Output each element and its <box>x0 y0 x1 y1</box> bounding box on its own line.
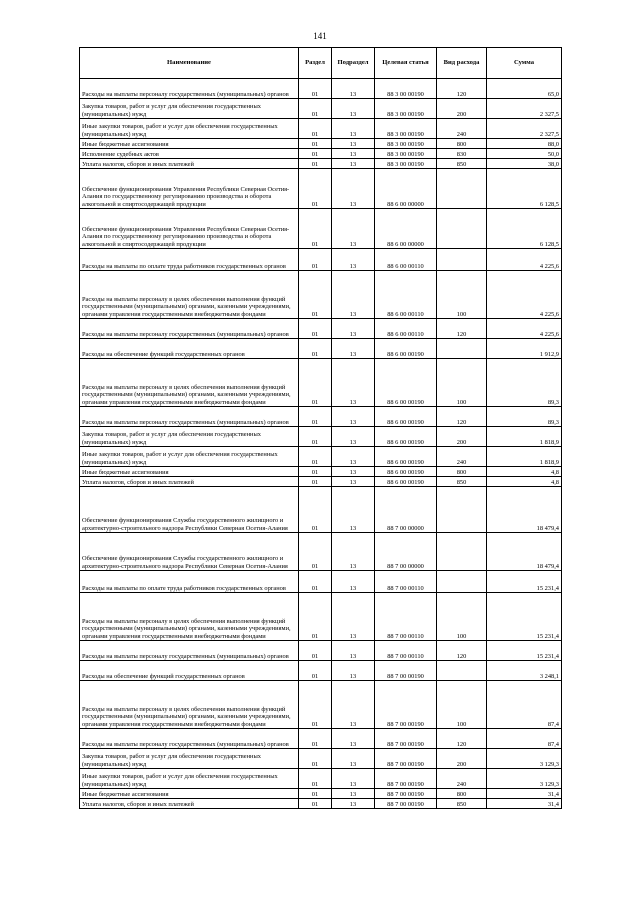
cell-podrazdel: 13 <box>332 249 375 271</box>
cell-podrazdel: 13 <box>332 661 375 681</box>
cell-name: Закупка товаров, работ и услуг для обеспечения государственных (муниципальных) нужд <box>80 427 299 447</box>
table-row <box>80 407 562 427</box>
cell-statya: 88 7 00 00190 <box>375 749 437 769</box>
cell-vid: 850 <box>437 477 487 487</box>
cell-name: Иные бюджетные ассигнования <box>80 467 299 477</box>
cell-vid: 240 <box>437 119 487 139</box>
header-summa: Сумма <box>487 48 562 79</box>
cell-name: Расходы на выплаты персоналу в целях обеспечения выполнения функций государственными (муниципальными) органами, казенными учреждениями, органами управления государственными внебюджетными фондами <box>80 593 299 641</box>
cell-summa: 3 129,3 <box>487 749 562 769</box>
header-podrazdel: Подраздел <box>332 48 375 79</box>
cell-podrazdel: 13 <box>332 467 375 477</box>
cell-statya: 88 7 00 00190 <box>375 729 437 749</box>
cell-summa: 1 818,9 <box>487 447 562 467</box>
table-row <box>80 119 562 139</box>
cell-statya: 88 7 00 00000 <box>375 533 437 571</box>
cell-podrazdel: 13 <box>332 159 375 169</box>
cell-vid: 200 <box>437 749 487 769</box>
cell-statya: 88 7 00 00190 <box>375 789 437 799</box>
cell-summa: 89,3 <box>487 359 562 407</box>
table-row <box>80 799 562 809</box>
cell-vid <box>437 487 487 533</box>
cell-razdel: 01 <box>299 119 332 139</box>
cell-statya: 88 6 00 00190 <box>375 477 437 487</box>
cell-name: Исполнение судебных актов <box>80 149 299 159</box>
cell-statya: 88 6 00 00110 <box>375 271 437 319</box>
cell-podrazdel: 13 <box>332 729 375 749</box>
cell-vid: 800 <box>437 467 487 477</box>
cell-summa: 88,0 <box>487 139 562 149</box>
cell-statya: 88 6 00 00000 <box>375 209 437 249</box>
table-row <box>80 209 562 249</box>
cell-razdel: 01 <box>299 571 332 593</box>
cell-name: Расходы на выплаты персоналу государственных (муниципальных) органов <box>80 641 299 661</box>
cell-razdel: 01 <box>299 149 332 159</box>
cell-razdel: 01 <box>299 447 332 467</box>
cell-summa: 4,8 <box>487 467 562 477</box>
table-row <box>80 533 562 571</box>
cell-podrazdel: 13 <box>332 799 375 809</box>
cell-statya: 88 6 00 00110 <box>375 319 437 339</box>
cell-vid: 100 <box>437 359 487 407</box>
cell-statya: 88 6 00 00190 <box>375 407 437 427</box>
cell-razdel: 01 <box>299 249 332 271</box>
cell-vid <box>437 249 487 271</box>
cell-statya: 88 3 00 00190 <box>375 159 437 169</box>
cell-podrazdel: 13 <box>332 407 375 427</box>
cell-statya: 88 3 00 00190 <box>375 119 437 139</box>
cell-statya: 88 7 00 00190 <box>375 661 437 681</box>
cell-razdel: 01 <box>299 487 332 533</box>
cell-name: Расходы на выплаты по оплате труда работников государственных органов <box>80 249 299 271</box>
cell-vid <box>437 209 487 249</box>
cell-statya: 88 7 00 00190 <box>375 769 437 789</box>
cell-razdel: 01 <box>299 749 332 769</box>
cell-summa: 2 327,5 <box>487 99 562 119</box>
cell-podrazdel: 13 <box>332 319 375 339</box>
cell-statya: 88 7 00 00190 <box>375 681 437 729</box>
cell-razdel: 01 <box>299 729 332 749</box>
cell-summa: 18 479,4 <box>487 533 562 571</box>
table-row <box>80 641 562 661</box>
cell-podrazdel: 13 <box>332 119 375 139</box>
cell-summa: 15 231,4 <box>487 641 562 661</box>
cell-name: Расходы на выплаты персоналу в целях обеспечения выполнения функций государственными (муниципальными) органами, казенными учреждениями, органами управления государственными внебюджетными фондами <box>80 359 299 407</box>
cell-razdel: 01 <box>299 641 332 661</box>
cell-razdel: 01 <box>299 661 332 681</box>
cell-podrazdel: 13 <box>332 681 375 729</box>
table-row <box>80 427 562 447</box>
cell-podrazdel: 13 <box>332 271 375 319</box>
table-row <box>80 487 562 533</box>
cell-podrazdel: 13 <box>332 641 375 661</box>
table-row <box>80 477 562 487</box>
cell-razdel: 01 <box>299 159 332 169</box>
cell-vid <box>437 571 487 593</box>
cell-name: Расходы на выплаты персоналу в целях обеспечения выполнения функций государственными (муниципальными) органами, казенными учреждениями, органами управления государственными внебюджетными фондами <box>80 271 299 319</box>
cell-summa: 2 327,5 <box>487 119 562 139</box>
cell-vid: 240 <box>437 769 487 789</box>
table-row <box>80 729 562 749</box>
cell-summa: 38,0 <box>487 159 562 169</box>
cell-summa: 18 479,4 <box>487 487 562 533</box>
cell-summa: 4 225,6 <box>487 271 562 319</box>
cell-summa: 65,0 <box>487 79 562 99</box>
table-row <box>80 749 562 769</box>
cell-podrazdel: 13 <box>332 477 375 487</box>
cell-statya: 88 6 00 00190 <box>375 359 437 407</box>
cell-razdel: 01 <box>299 271 332 319</box>
cell-summa: 1 818,9 <box>487 427 562 447</box>
cell-vid <box>437 533 487 571</box>
cell-razdel: 01 <box>299 681 332 729</box>
cell-statya: 88 6 00 00110 <box>375 249 437 271</box>
cell-summa: 4,8 <box>487 477 562 487</box>
cell-vid <box>437 661 487 681</box>
table-row <box>80 661 562 681</box>
cell-statya: 88 3 00 00190 <box>375 149 437 159</box>
cell-razdel: 01 <box>299 533 332 571</box>
table-row <box>80 271 562 319</box>
cell-name: Расходы на выплаты по оплате труда работников государственных органов <box>80 571 299 593</box>
table-row <box>80 79 562 99</box>
cell-statya: 88 6 00 00190 <box>375 427 437 447</box>
table-row <box>80 769 562 789</box>
cell-vid: 850 <box>437 159 487 169</box>
header-row <box>80 48 562 79</box>
cell-vid: 850 <box>437 799 487 809</box>
table-row <box>80 149 562 159</box>
table-row <box>80 593 562 641</box>
cell-podrazdel: 13 <box>332 571 375 593</box>
cell-name: Закупка товаров, работ и услуг для обеспечения государственных (муниципальных) нужд <box>80 99 299 119</box>
cell-name: Обеспечение функционирования Службы государственного жилищного и архитектурно-строительного надзора Республики Северная Осетия-Алания <box>80 487 299 533</box>
cell-name: Расходы на обеспечение функций государственных органов <box>80 661 299 681</box>
table-row <box>80 139 562 149</box>
cell-vid: 120 <box>437 729 487 749</box>
cell-summa: 87,4 <box>487 729 562 749</box>
table-row <box>80 249 562 271</box>
cell-podrazdel: 13 <box>332 533 375 571</box>
cell-podrazdel: 13 <box>332 749 375 769</box>
cell-name: Уплата налогов, сборов и иных платежей <box>80 159 299 169</box>
table-row <box>80 571 562 593</box>
cell-razdel: 01 <box>299 319 332 339</box>
cell-statya: 88 7 00 00110 <box>375 641 437 661</box>
cell-summa: 3 129,3 <box>487 769 562 789</box>
cell-podrazdel: 13 <box>332 593 375 641</box>
cell-summa: 6 128,5 <box>487 169 562 209</box>
cell-razdel: 01 <box>299 427 332 447</box>
cell-vid <box>437 169 487 209</box>
cell-vid: 200 <box>437 99 487 119</box>
cell-vid: 120 <box>437 79 487 99</box>
table-row <box>80 339 562 359</box>
table-row <box>80 99 562 119</box>
cell-name: Иные бюджетные ассигнования <box>80 139 299 149</box>
cell-podrazdel: 13 <box>332 789 375 799</box>
cell-vid: 100 <box>437 271 487 319</box>
header-statya: Целевая статья <box>375 48 437 79</box>
cell-podrazdel: 13 <box>332 447 375 467</box>
cell-razdel: 01 <box>299 209 332 249</box>
cell-vid: 100 <box>437 593 487 641</box>
header-razdel: Раздел <box>299 48 332 79</box>
cell-name: Расходы на обеспечение функций государственных органов <box>80 339 299 359</box>
cell-razdel: 01 <box>299 407 332 427</box>
cell-name: Иные закупки товаров, работ и услуг для обеспечения государственных (муниципальных) нужд <box>80 119 299 139</box>
cell-vid <box>437 339 487 359</box>
cell-statya: 88 6 00 00000 <box>375 169 437 209</box>
cell-vid: 800 <box>437 789 487 799</box>
cell-razdel: 01 <box>299 169 332 209</box>
cell-name: Обеспечение функционирования Управления Республики Северная Осетия-Алания по государственному регулированию производства и оборота алкогольной и спиртосодержащей продукции <box>80 209 299 249</box>
cell-statya: 88 7 00 00110 <box>375 593 437 641</box>
cell-summa: 1 912,9 <box>487 339 562 359</box>
cell-podrazdel: 13 <box>332 359 375 407</box>
cell-summa: 15 231,4 <box>487 593 562 641</box>
cell-statya: 88 3 00 00190 <box>375 99 437 119</box>
cell-statya: 88 6 00 00190 <box>375 339 437 359</box>
cell-summa: 31,4 <box>487 789 562 799</box>
cell-podrazdel: 13 <box>332 769 375 789</box>
cell-vid: 200 <box>437 427 487 447</box>
cell-name: Расходы на выплаты персоналу государственных (муниципальных) органов <box>80 79 299 99</box>
cell-statya: 88 3 00 00190 <box>375 139 437 149</box>
cell-vid: 120 <box>437 407 487 427</box>
cell-podrazdel: 13 <box>332 169 375 209</box>
cell-podrazdel: 13 <box>332 139 375 149</box>
cell-name: Закупка товаров, работ и услуг для обеспечения государственных (муниципальных) нужд <box>80 749 299 769</box>
table-row <box>80 789 562 799</box>
cell-summa: 15 231,4 <box>487 571 562 593</box>
cell-podrazdel: 13 <box>332 99 375 119</box>
cell-razdel: 01 <box>299 339 332 359</box>
cell-podrazdel: 13 <box>332 339 375 359</box>
cell-name: Уплата налогов, сборов и иных платежей <box>80 799 299 809</box>
cell-name: Расходы на выплаты персоналу государственных (муниципальных) органов <box>80 729 299 749</box>
cell-statya: 88 7 00 00000 <box>375 487 437 533</box>
cell-razdel: 01 <box>299 467 332 477</box>
table-row <box>80 319 562 339</box>
cell-razdel: 01 <box>299 477 332 487</box>
cell-vid: 240 <box>437 447 487 467</box>
cell-name: Расходы на выплаты персоналу в целях обеспечения выполнения функций государственными (муниципальными) органами, казенными учреждениями, органами управления государственными внебюджетными фондами <box>80 681 299 729</box>
cell-name: Обеспечение функционирования Управления Республики Северная Осетия-Алания по государственному регулированию производства и оборота алкогольной и спиртосодержащей продукции <box>80 169 299 209</box>
cell-razdel: 01 <box>299 139 332 149</box>
table-row <box>80 467 562 477</box>
cell-vid: 100 <box>437 681 487 729</box>
budget-table <box>79 47 562 809</box>
header-name: Наименование <box>80 48 299 79</box>
cell-name: Иные закупки товаров, работ и услуг для обеспечения государственных (муниципальных) нужд <box>80 769 299 789</box>
cell-razdel: 01 <box>299 359 332 407</box>
cell-name: Иные закупки товаров, работ и услуг для обеспечения государственных (муниципальных) нужд <box>80 447 299 467</box>
table-header <box>80 48 562 79</box>
cell-name: Расходы на выплаты персоналу государственных (муниципальных) органов <box>80 407 299 427</box>
cell-statya: 88 7 00 00190 <box>375 799 437 809</box>
cell-razdel: 01 <box>299 789 332 799</box>
cell-summa: 4 225,6 <box>487 249 562 271</box>
cell-vid: 800 <box>437 139 487 149</box>
cell-name: Обеспечение функционирования Службы государственного жилищного и архитектурно-строительного надзора Республики Северная Осетия-Алания <box>80 533 299 571</box>
cell-summa: 50,0 <box>487 149 562 159</box>
table-row <box>80 159 562 169</box>
cell-summa: 4 225,6 <box>487 319 562 339</box>
cell-podrazdel: 13 <box>332 427 375 447</box>
table-row <box>80 681 562 729</box>
cell-summa: 6 128,5 <box>487 209 562 249</box>
table-row <box>80 169 562 209</box>
table-row <box>80 359 562 407</box>
cell-razdel: 01 <box>299 593 332 641</box>
cell-vid: 120 <box>437 319 487 339</box>
cell-statya: 88 6 00 00190 <box>375 447 437 467</box>
cell-razdel: 01 <box>299 769 332 789</box>
cell-podrazdel: 13 <box>332 149 375 159</box>
table-body <box>80 79 562 809</box>
cell-statya: 88 6 00 00190 <box>375 467 437 477</box>
page-number: 141 <box>313 31 327 41</box>
cell-razdel: 01 <box>299 799 332 809</box>
cell-vid: 120 <box>437 641 487 661</box>
cell-razdel: 01 <box>299 99 332 119</box>
cell-name: Расходы на выплаты персоналу государственных (муниципальных) органов <box>80 319 299 339</box>
cell-summa: 87,4 <box>487 681 562 729</box>
cell-podrazdel: 13 <box>332 79 375 99</box>
cell-statya: 88 3 00 00190 <box>375 79 437 99</box>
cell-podrazdel: 13 <box>332 487 375 533</box>
cell-podrazdel: 13 <box>332 209 375 249</box>
header-vid: Вид расхода <box>437 48 487 79</box>
cell-summa: 89,3 <box>487 407 562 427</box>
cell-statya: 88 7 00 00110 <box>375 571 437 593</box>
cell-razdel: 01 <box>299 79 332 99</box>
cell-summa: 3 248,1 <box>487 661 562 681</box>
cell-vid: 830 <box>437 149 487 159</box>
cell-name: Уплата налогов, сборов и иных платежей <box>80 477 299 487</box>
cell-name: Иные бюджетные ассигнования <box>80 789 299 799</box>
table-row <box>80 447 562 467</box>
cell-summa: 31,4 <box>487 799 562 809</box>
